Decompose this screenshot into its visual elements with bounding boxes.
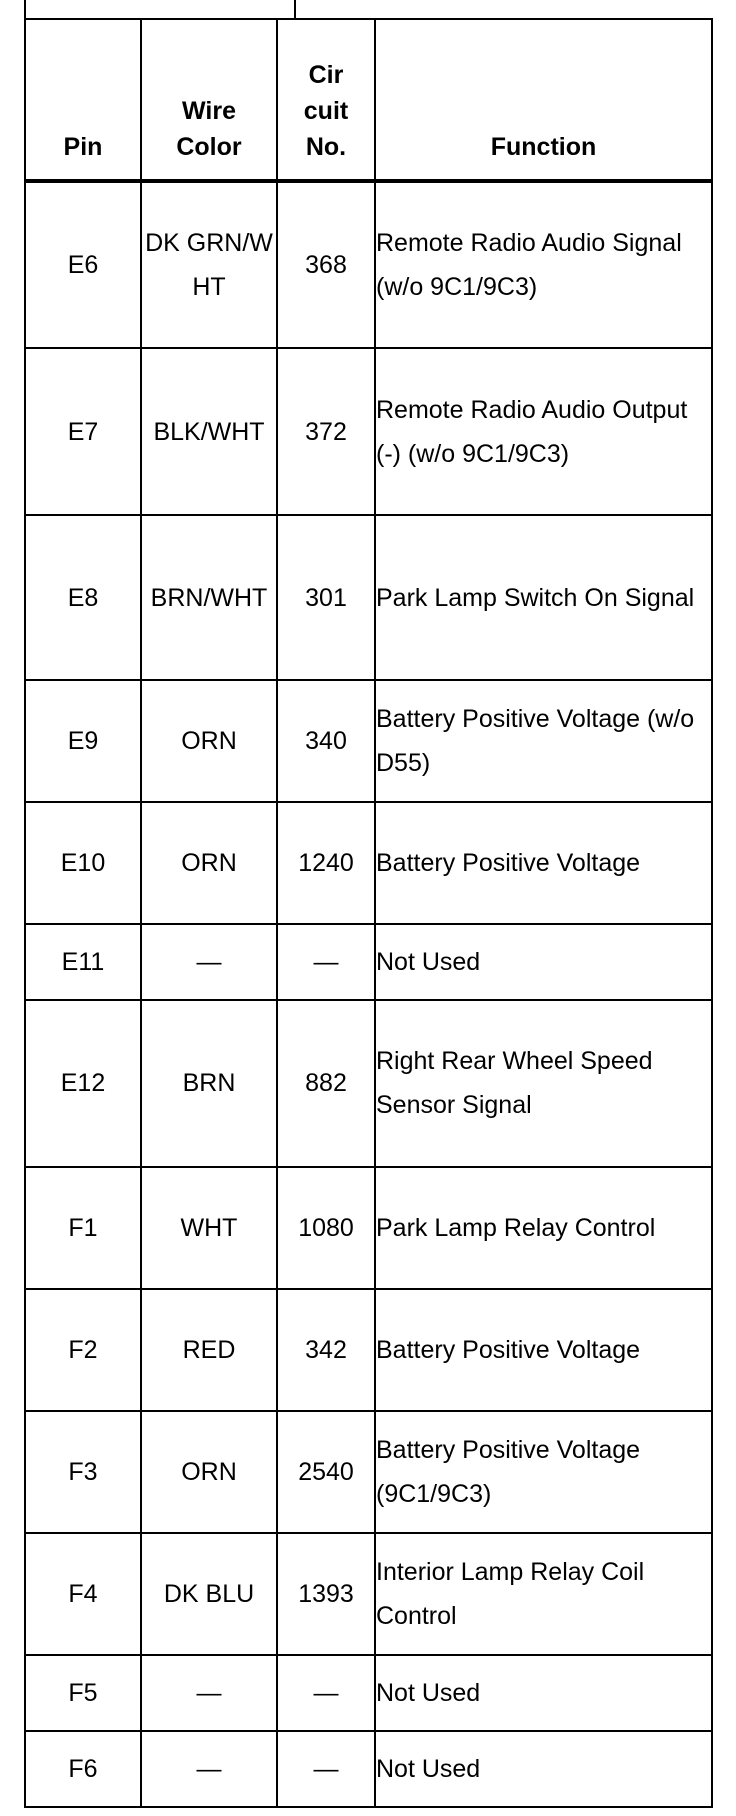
function-cell <box>375 1655 712 1731</box>
table-row <box>25 1411 712 1533</box>
circuit-number-cell <box>277 1411 375 1533</box>
pin-cell <box>25 1411 141 1533</box>
wire-color-cell <box>141 515 277 680</box>
wire-color-cell <box>141 348 277 515</box>
wire-color-cell-text: DK GRN/WHT <box>145 229 273 302</box>
table-body <box>25 181 712 1807</box>
table-row <box>25 1655 712 1731</box>
circuit-number-cell <box>277 1731 375 1807</box>
function-cell-text: Battery Positive Voltage (w/o D55) <box>376 704 695 777</box>
function-cell-text: Battery Positive Voltage <box>376 849 641 877</box>
header-wire-color-line-1: Wire <box>182 97 236 125</box>
circuit-number-cell <box>277 1533 375 1655</box>
pin-cell-text: F6 <box>68 1755 98 1784</box>
table-header <box>25 19 712 181</box>
function-cell-text: Remote Radio Audio Signal (w/o 9C1/9C3) <box>376 229 682 302</box>
table-row <box>25 1731 712 1807</box>
wire-color-cell <box>141 680 277 802</box>
wire-color-cell-text: ORN <box>181 726 237 755</box>
table-row <box>25 1167 712 1289</box>
pin-cell <box>25 1000 141 1167</box>
function-cell-text: Park Lamp Relay Control <box>376 1214 656 1242</box>
pin-cell-text: E11 <box>61 947 105 976</box>
table-row <box>25 1533 712 1655</box>
circuit-number-cell-text: 368 <box>305 251 347 280</box>
wire-color-cell-text: ORN <box>181 1458 237 1487</box>
function-cell <box>375 924 712 1000</box>
function-cell <box>375 680 712 802</box>
wire-color-cell-text: WHT <box>180 1214 238 1242</box>
wire-color-cell-text: BRN <box>182 1069 236 1098</box>
pin-cell-text: E9 <box>67 726 99 755</box>
circuit-number-cell <box>277 1655 375 1731</box>
circuit-number-cell <box>277 515 375 680</box>
wire-color-cell-text: RED <box>182 1336 236 1365</box>
pin-cell-text: F4 <box>68 1580 98 1609</box>
pin-cell <box>25 1731 141 1807</box>
function-cell <box>375 1411 712 1533</box>
pin-cell-text: F2 <box>68 1336 98 1365</box>
wire-color-cell <box>141 1167 277 1289</box>
function-cell-text: Right Rear Wheel Speed Sensor Signal <box>376 1047 653 1120</box>
wire-color-cell-text: BLK/WHT <box>153 417 265 446</box>
pin-cell <box>25 348 141 515</box>
header-function <box>375 19 712 181</box>
function-cell-text: Not Used <box>376 1679 481 1708</box>
circuit-number-cell-text: 1080 <box>298 1214 354 1242</box>
circuit-number-cell <box>277 802 375 924</box>
pin-cell-text: F3 <box>68 1458 98 1487</box>
header-pin <box>25 19 141 181</box>
function-cell <box>375 348 712 515</box>
circuit-number-cell <box>277 924 375 1000</box>
header-circuit-no-line-3: No. <box>305 133 347 161</box>
circuit-number-cell <box>277 1000 375 1167</box>
function-cell-text: Battery Positive Voltage (9C1/9C3) <box>376 1436 641 1509</box>
header-row <box>25 19 712 181</box>
header-function-label: Function <box>490 133 597 161</box>
function-cell <box>375 1289 712 1411</box>
pin-cell-text: E6 <box>67 251 99 280</box>
table-row <box>25 515 712 680</box>
header-circuit-no-line-2: cuit <box>303 97 349 125</box>
circuit-number-cell-text: 372 <box>305 417 347 446</box>
wire-color-cell <box>141 1731 277 1807</box>
function-cell-text: Not Used <box>376 947 481 976</box>
table-row <box>25 924 712 1000</box>
function-cell <box>375 515 712 680</box>
pin-cell <box>25 1167 141 1289</box>
circuit-number-cell <box>277 680 375 802</box>
wire-color-cell <box>141 802 277 924</box>
circuit-number-cell-text: 342 <box>305 1336 347 1365</box>
function-cell <box>375 1533 712 1655</box>
wire-color-cell-text: — <box>196 947 222 976</box>
pin-cell <box>25 680 141 802</box>
circuit-number-cell <box>277 348 375 515</box>
wire-color-cell <box>141 924 277 1000</box>
pin-cell <box>25 181 141 348</box>
wire-color-cell <box>141 1411 277 1533</box>
header-circuit-no-line-1: Cir <box>308 61 344 89</box>
table-row <box>25 348 712 515</box>
circuit-number-cell-text: — <box>313 1755 339 1784</box>
table-row <box>25 181 712 348</box>
pin-cell-text: F5 <box>68 1679 98 1708</box>
function-cell <box>375 1167 712 1289</box>
header-wire-color-line-2: Color <box>176 133 242 161</box>
wire-color-cell <box>141 1655 277 1731</box>
wire-color-cell <box>141 1533 277 1655</box>
connector-pinout-table <box>24 18 713 1808</box>
function-cell-text: Not Used <box>376 1755 481 1784</box>
pin-cell-text: E8 <box>67 583 99 612</box>
function-cell <box>375 1000 712 1167</box>
table-row <box>25 680 712 802</box>
function-cell <box>375 1731 712 1807</box>
pin-cell <box>25 1533 141 1655</box>
circuit-number-cell-text: 301 <box>305 583 347 612</box>
function-cell-text: Remote Radio Audio Output (-) (w/o 9C1/9C3) <box>376 395 688 468</box>
pin-cell-text: E7 <box>67 417 99 446</box>
function-cell <box>375 802 712 924</box>
circuit-number-cell-text: — <box>313 1679 339 1708</box>
pin-cell <box>25 924 141 1000</box>
header-wire-color <box>141 19 277 181</box>
wire-color-cell-text: — <box>196 1755 222 1784</box>
circuit-number-cell-text: 1240 <box>298 849 354 877</box>
header-pin-label: Pin <box>63 133 103 161</box>
wire-color-cell <box>141 1000 277 1167</box>
wire-color-cell-text: — <box>196 1679 222 1708</box>
top-border-tick-left <box>24 0 26 18</box>
table-row <box>25 1289 712 1411</box>
pin-cell <box>25 1289 141 1411</box>
top-border-tick-right <box>294 0 296 18</box>
function-cell-text: Park Lamp Switch On Signal <box>376 583 695 612</box>
circuit-number-cell-text: 882 <box>305 1069 347 1098</box>
circuit-number-cell <box>277 181 375 348</box>
wire-color-cell-text: BRN/WHT <box>150 583 268 612</box>
wire-color-cell <box>141 1289 277 1411</box>
pin-cell <box>25 1655 141 1731</box>
function-cell <box>375 181 712 348</box>
function-cell-text: Battery Positive Voltage <box>376 1336 641 1365</box>
circuit-number-cell-text: 340 <box>305 726 347 755</box>
wire-color-cell <box>141 181 277 348</box>
table-row <box>25 802 712 924</box>
circuit-number-cell-text: 1393 <box>298 1580 354 1609</box>
table-row <box>25 1000 712 1167</box>
circuit-number-cell-text: — <box>313 947 339 976</box>
pin-cell <box>25 802 141 924</box>
pin-cell-text: E12 <box>60 1069 106 1098</box>
wire-color-cell-text: DK BLU <box>163 1580 255 1609</box>
function-cell-text: Interior Lamp Relay Coil Control <box>376 1558 645 1631</box>
circuit-number-cell <box>277 1289 375 1411</box>
circuit-number-cell <box>277 1167 375 1289</box>
header-circuit-no <box>277 19 375 181</box>
pin-cell-text: E10 <box>60 849 106 877</box>
circuit-number-cell-text: 2540 <box>298 1458 354 1487</box>
wire-color-cell-text: ORN <box>181 849 237 877</box>
pin-cell <box>25 515 141 680</box>
pin-cell-text: F1 <box>68 1214 98 1242</box>
